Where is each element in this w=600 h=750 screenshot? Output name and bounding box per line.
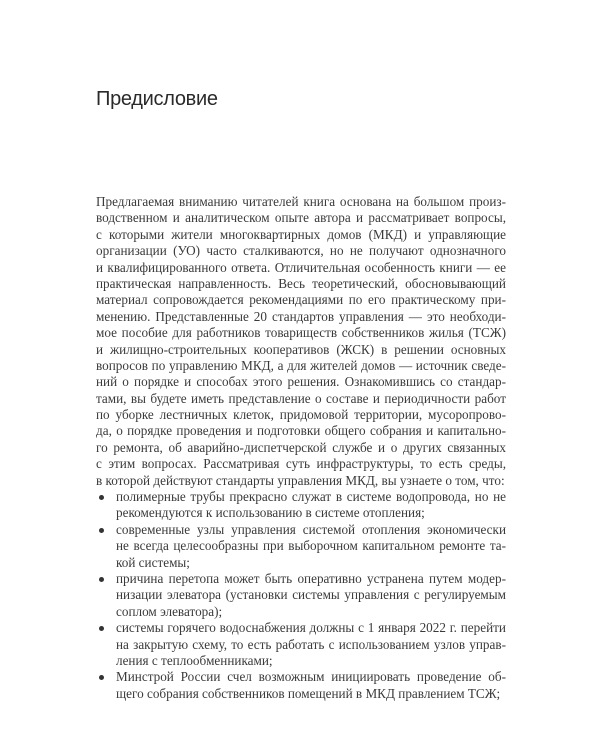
paragraph-line: с этим вопросах. Рассматривая суть инфраструктуры, то есть среды, (96, 456, 506, 472)
list-item-line: не всегда целесообразны при выборочном капитальном ремонте та- (116, 538, 506, 554)
paragraph-line: водственном и аналитическом опыте автора и рассматривает вопросы, (96, 210, 506, 226)
list-item-line: системы горячего водоснабжения должны с 1 января 2022 г. перейти (116, 620, 506, 636)
paragraph-line: менению. Представленные 20 стандартов управления — это необходи- (96, 308, 506, 324)
list-item-line: Минстрой России счел возможным инициировать проведение об- (116, 669, 506, 685)
list-item-line: рекомендуются к использованию в системе отопления; (116, 505, 425, 521)
paragraph-line: Предлагаемая вниманию читателей книга основана на большом произ- (96, 194, 506, 209)
list-item-line: соплом элеватора); (116, 603, 223, 619)
paragraph (96, 194, 506, 489)
bullet-icon (99, 495, 104, 500)
paragraph-line: с которыми жители многоквартирных домов (МКД) и управляющие (96, 226, 506, 242)
list-item-line: полимерные трубы прекрасно служат в системе водопровода, но не (116, 489, 506, 505)
paragraph-line: да, о порядке проведения и подготовки общего собрания и капитально- (96, 423, 506, 439)
page-title: Предисловие (96, 88, 218, 110)
paragraph-line: по уборке лестничных клеток, придомовой территории, мусоропрово- (96, 407, 506, 423)
paragraph-line: в которой действуют стандарты управления МКД, вы узнаете о том, что: (96, 472, 505, 488)
list-item-line: кой системы; (116, 554, 190, 570)
list-item-line: причина перетопа может быть оперативно устранена путем модер- (116, 570, 506, 586)
bullet-icon (99, 626, 104, 631)
paragraph-line: ний о порядке и способах этого решения. Ознакомившись со стандар- (96, 374, 506, 390)
list-item-line: современные узлы управления системой отопления экономически (116, 521, 506, 537)
paragraph-line: и жилищно-строительных кооперативов (ЖСК) в решении основных (96, 341, 506, 357)
list-item (96, 620, 506, 669)
paragraph-line: и квалифицированного ответа. Отличительная особенность книги — ее (96, 259, 506, 275)
bullet-list (96, 489, 506, 702)
list-item-line: ления с теплообменниками; (116, 652, 273, 668)
list-item-line: низации элеватора (установки системы управления с регулируемым (116, 587, 506, 603)
paragraph-line: тами, вы будете иметь представление о составе и периодичности работ (96, 390, 506, 406)
paragraph-line: мое пособие для работников товариществ собственников жилья (ТСЖ) (96, 325, 506, 341)
paragraph-line: практическая направленность. Весь теоретический, обосновывающий (96, 275, 506, 291)
list-item-line: на закрытую схему, то есть работать с использованием узлов управ- (116, 636, 506, 652)
list-item (96, 489, 506, 522)
paragraph-line: материал сопровождается рекомендациями по его практическому при- (96, 292, 506, 308)
bullet-icon (99, 577, 104, 582)
list-item (96, 669, 506, 702)
bullet-icon (99, 528, 104, 533)
paragraph-line: организации (УО) часто сталкиваются, но не получают однозначного (96, 243, 506, 259)
list-item-line: щего собрания собственников помещений в МКД правлением ТСЖ; (116, 685, 501, 701)
bullet-icon (99, 675, 104, 680)
body-text (96, 194, 506, 702)
list-item (96, 571, 506, 620)
paragraph-line: вопросов по управлению МКД, а для жителей домов — источник сведе- (96, 357, 506, 373)
paragraph-line: го ремонта, об аварийно-диспетчерской службе и о других связанных (96, 439, 506, 455)
list-item (96, 522, 506, 571)
